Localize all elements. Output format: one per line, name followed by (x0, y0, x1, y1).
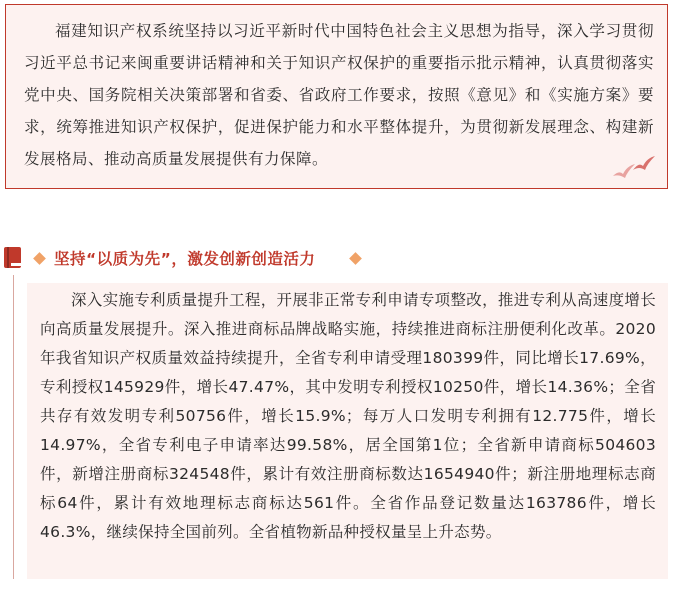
birds-decoration-icon (609, 154, 657, 184)
section-divider-line (13, 275, 14, 579)
intro-box (5, 4, 668, 189)
book-icon (3, 246, 23, 270)
section-title: 坚持“以质为先”，激发创新创造活力 (54, 250, 316, 268)
diamond-icon (33, 252, 46, 265)
section-header (0, 244, 680, 274)
diamond-icon (349, 252, 362, 265)
section-body-box (27, 283, 668, 579)
section-body-paragraph: 深入实施专利质量提升工程，开展非正常专利申请专项整改，推进专利从高速度增长向高质量发展提升。深入推进商标品牌战略实施，持续推进商标注册便利化改革。2020年我省知识产权质量效益持续提升，全省专利申请受理180399件，同比增长17.69%，专利授权145929件，增长47.47%，其中发明专利授权10250件，增长14.36%；全省共存有效发明专利50756件，增长15.9%；每万人口发明专利拥有12.775件，增长14.97%，全省专利电子申请率达99.58%，居全国第1位；全省新申请商标504603件，新增注册商标324548件，累计有效注册商标数达1654940件；新注册地理标志商标64件，累计有效地理标志商标达561件。全省作品登记数量达163786件，增长46.3%，继续保持全国前列。全省植物新品种授权量呈上升态势。 (40, 291, 656, 541)
intro-paragraph: 福建知识产权系统坚持以习近平新时代中国特色社会主义思想为指导，深入学习贯彻习近平总书记来闽重要讲话精神和关于知识产权保护的重要指示批示精神，认真贯彻落实党中央、国务院相关决策部署和省委、省政府工作要求，按照《意见》和《实施方案》要求，统筹推进知识产权保护，促进保护能力和水平整体提升，为贯彻新发展理念、构建新发展格局、推动高质量发展提供有力保障。 (24, 22, 654, 168)
